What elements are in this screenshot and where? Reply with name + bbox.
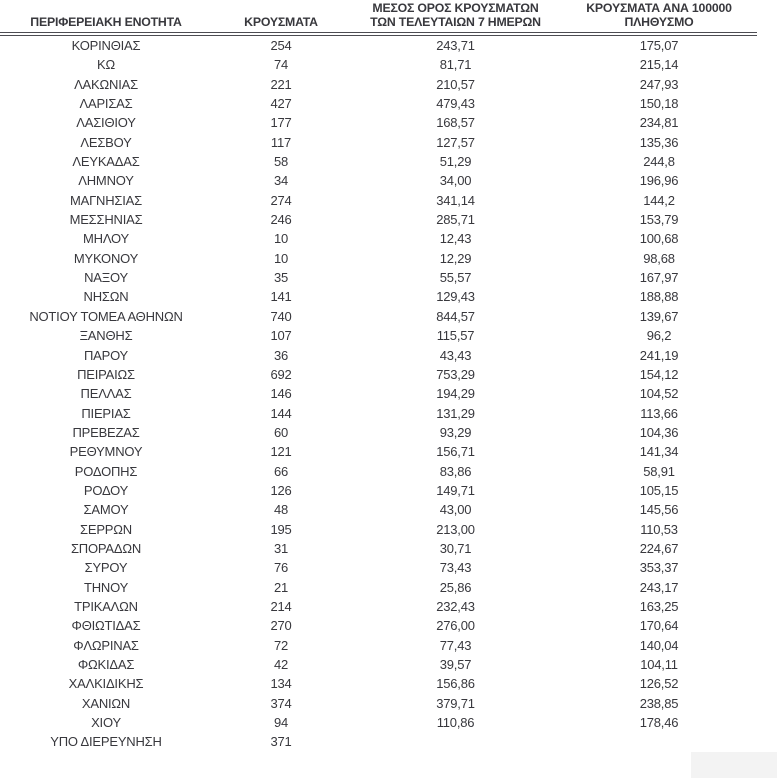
- cases-cell: 144: [270, 405, 292, 421]
- region-cell: ΣΠΟΡΑΔΩΝ: [70, 540, 142, 556]
- avg7-cell: 30,71: [439, 540, 472, 556]
- region-cell: ΠΕΛΛΑΣ: [80, 386, 132, 402]
- region-cell: ΣΑΜΟΥ: [83, 502, 129, 518]
- cases-cell: 146: [270, 386, 292, 402]
- cases-cell: 66: [273, 463, 289, 479]
- table-row: [0, 384, 757, 403]
- table-row: [0, 287, 757, 306]
- avg7-cell: 129,43: [436, 289, 475, 305]
- table-header: [0, 2, 757, 34]
- per100k-cell: 241,19: [639, 347, 679, 363]
- per100k-cell: 188,88: [639, 289, 679, 305]
- table-row: [0, 732, 757, 751]
- column-header-per100k: [561, 2, 757, 34]
- region-cell: ΝΗΣΩΝ: [83, 289, 129, 305]
- header-label-line1: ΜΕΣΟΣ ΟΡΟΣ ΚΡΟΥΣΜΑΤΩΝ: [372, 1, 539, 15]
- table-row: [0, 520, 757, 539]
- region-cell: ΠΑΡΟΥ: [83, 347, 129, 363]
- cases-cell: 60: [273, 424, 289, 440]
- region-cell: ΛΕΥΚΑΔΑΣ: [72, 154, 140, 170]
- avg7-cell: 131,29: [436, 405, 475, 421]
- per100k-cell: 238,85: [639, 695, 679, 711]
- region-cell: ΜΗΛΟΥ: [83, 231, 129, 247]
- region-cell: ΠΕΙΡΑΙΩΣ: [77, 366, 135, 382]
- table-row: [0, 191, 757, 210]
- avg7-cell: 115,57: [436, 328, 475, 344]
- table-row: [0, 94, 757, 113]
- avg7-cell: 25,86: [439, 579, 472, 595]
- header-label-line2: ΤΩΝ ΤΕΛΕΥΤΑΙΩΝ 7 ΗΜΕΡΩΝ: [370, 14, 541, 29]
- cases-cell: 141: [270, 289, 292, 305]
- per100k-cell: 126,52: [639, 676, 679, 692]
- cases-cell: 94: [273, 715, 289, 731]
- avg7-cell: 168,57: [436, 115, 475, 131]
- per100k-cell: 150,18: [639, 96, 679, 112]
- table-row: [0, 55, 757, 74]
- table-row: [0, 34, 757, 55]
- per100k-cell: 170,64: [639, 618, 679, 634]
- per100k-cell: 167,97: [639, 270, 679, 286]
- region-cell: ΡΟΔΟΥ: [83, 482, 129, 498]
- table-row: [0, 307, 757, 326]
- header-row: [0, 2, 757, 34]
- region-cell: ΤΗΝΟΥ: [83, 579, 129, 595]
- table-row: [0, 558, 757, 577]
- per100k-cell: 178,46: [639, 715, 679, 731]
- cases-cell: 72: [273, 637, 289, 653]
- column-header-region: [0, 2, 212, 34]
- region-cell: ΣΥΡΟΥ: [84, 560, 128, 576]
- table-row: [0, 636, 757, 655]
- avg7-cell: 210,57: [436, 76, 475, 92]
- table-row: [0, 500, 757, 519]
- avg7-cell: [350, 732, 561, 751]
- table-row: [0, 694, 757, 713]
- avg7-cell: 110,86: [436, 715, 475, 731]
- table-row: [0, 249, 757, 268]
- cases-cell: 117: [270, 134, 292, 150]
- region-cell: ΡΟΔΟΠΗΣ: [74, 463, 138, 479]
- cases-cell: 31: [273, 540, 289, 556]
- region-cell: ΧΑΝΙΩΝ: [81, 695, 131, 711]
- avg7-cell: 12,29: [439, 250, 472, 266]
- region-cell: ΛΑΣΙΘΙΟΥ: [76, 115, 136, 131]
- avg7-cell: 43,43: [439, 347, 472, 363]
- table-row: [0, 462, 757, 481]
- avg7-cell: 243,71: [436, 38, 475, 53]
- avg7-cell: 55,57: [439, 270, 472, 286]
- per100k-cell: 224,67: [639, 540, 679, 556]
- avg7-cell: 127,57: [436, 134, 475, 150]
- table-row: [0, 442, 757, 461]
- table-row: [0, 229, 757, 248]
- per100k-cell: 175,07: [639, 38, 679, 53]
- avg7-cell: 93,29: [439, 424, 472, 440]
- region-cell: ΜΑΓΝΗΣΙΑΣ: [70, 192, 142, 208]
- cases-cell: 121: [270, 444, 292, 460]
- avg7-cell: 285,71: [436, 212, 475, 228]
- cases-cell: 35: [273, 270, 289, 286]
- table-row: [0, 713, 757, 732]
- table-row: [0, 616, 757, 635]
- region-cell: ΚΟΡΙΝΘΙΑΣ: [71, 38, 141, 53]
- table-row: [0, 655, 757, 674]
- region-cell: ΦΘΙΩΤΙΔΑΣ: [71, 618, 141, 634]
- cases-cell: 42: [273, 657, 289, 672]
- avg7-cell: 213,00: [436, 521, 475, 537]
- cases-cell: 74: [273, 57, 289, 73]
- region-cell: ΡΕΘΥΜΝΟΥ: [69, 444, 143, 460]
- per100k-cell: 196,96: [639, 173, 679, 189]
- column-header-cases: [212, 2, 350, 34]
- region-cell: ΛΗΜΝΟΥ: [78, 173, 134, 189]
- per100k-cell: 247,93: [639, 76, 679, 92]
- header-label-line1: ΚΡΟΥΣΜΑΤΑ ΑΝΑ 100000: [586, 1, 732, 15]
- cases-cell: 740: [270, 308, 292, 324]
- cases-by-regional-unit-table: [0, 2, 757, 752]
- cases-cell: 126: [270, 482, 292, 498]
- cases-cell: 34: [273, 173, 289, 189]
- header-label: ΠΕΡΙΦΕΡΕΙΑΚΗ ΕΝΟΤΗΤΑ: [30, 14, 182, 29]
- per100k-cell: 139,67: [639, 308, 679, 324]
- table-row: [0, 674, 757, 693]
- per100k-cell: 144,2: [643, 192, 675, 208]
- cases-cell: 58: [273, 154, 289, 170]
- region-cell: ΜΥΚΟΝΟΥ: [73, 250, 139, 266]
- region-cell: ΞΑΝΘΗΣ: [79, 328, 133, 344]
- table-row: [0, 597, 757, 616]
- region-cell: ΜΕΣΣΗΝΙΑΣ: [69, 212, 143, 228]
- per100k-cell: 135,36: [639, 134, 679, 150]
- per100k-cell: 96,2: [646, 328, 672, 344]
- per100k-cell: 153,79: [639, 212, 679, 228]
- region-cell: ΦΩΚΙΔΑΣ: [77, 657, 135, 672]
- per100k-cell: 110,53: [640, 521, 678, 537]
- avg7-cell: 77,43: [439, 637, 472, 653]
- table-row: [0, 75, 757, 94]
- avg7-cell: 194,29: [436, 386, 475, 402]
- avg7-cell: 479,43: [436, 96, 475, 112]
- per100k-cell: 58,91: [643, 463, 675, 479]
- avg7-cell: 379,71: [436, 695, 475, 711]
- cases-cell: 36: [273, 347, 289, 363]
- per100k-cell: 244,8: [643, 154, 675, 170]
- avg7-cell: 341,14: [436, 192, 475, 208]
- per100k-cell: 104,52: [639, 386, 679, 402]
- table-row: [0, 152, 757, 171]
- region-cell: ΝΑΞΟΥ: [84, 270, 128, 286]
- cases-cell: 246: [270, 212, 292, 228]
- table-row: [0, 268, 757, 287]
- per100k-cell: 234,81: [639, 115, 679, 131]
- avg7-cell: 276,00: [436, 618, 475, 634]
- cases-cell: 10: [273, 231, 289, 247]
- avg7-cell: 232,43: [436, 598, 475, 614]
- per100k-cell: 104,11: [640, 657, 678, 672]
- region-cell: ΠΙΕΡΙΑΣ: [81, 405, 131, 421]
- avg7-cell: 43,00: [439, 502, 472, 518]
- avg7-cell: 844,57: [436, 308, 475, 324]
- region-cell: ΛΑΚΩΝΙΑΣ: [74, 76, 138, 92]
- per100k-cell: 141,34: [639, 444, 679, 460]
- region-cell: ΠΡΕΒΕΖΑΣ: [72, 424, 140, 440]
- region-cell: ΧΙΟΥ: [91, 715, 121, 731]
- per100k-cell: [561, 732, 757, 751]
- per100k-cell: 353,37: [639, 560, 679, 576]
- table-row: [0, 578, 757, 597]
- cases-cell: 10: [273, 250, 289, 266]
- per100k-cell: 154,12: [639, 366, 679, 382]
- per100k-cell: 163,25: [639, 598, 679, 614]
- cases-cell: 107: [270, 328, 292, 344]
- per100k-cell: 98,68: [643, 250, 675, 266]
- cases-cell: 427: [270, 96, 292, 112]
- region-cell: ΣΕΡΡΩΝ: [80, 521, 132, 537]
- per100k-cell: 145,56: [639, 502, 679, 518]
- table-body: [0, 34, 757, 752]
- cases-cell: 134: [270, 676, 292, 692]
- per100k-cell: 100,68: [639, 231, 679, 247]
- cases-cell: 374: [270, 695, 292, 711]
- table-row: [0, 404, 757, 423]
- header-label: ΚΡΟΥΣΜΑΤΑ: [244, 14, 318, 29]
- per100k-cell: 140,04: [639, 637, 679, 653]
- per100k-cell: 243,17: [639, 579, 679, 595]
- avg7-cell: 753,29: [436, 366, 475, 382]
- cases-cell: 214: [270, 598, 292, 614]
- cases-cell: 76: [273, 560, 289, 576]
- table-row: [0, 481, 757, 500]
- table-row: [0, 171, 757, 190]
- cases-cell: 371: [270, 734, 292, 750]
- region-cell: ΛΑΡΙΣΑΣ: [79, 96, 133, 112]
- column-header-avg7: [350, 2, 561, 34]
- cases-cell: 254: [270, 38, 292, 53]
- table-row: [0, 210, 757, 229]
- region-cell: ΧΑΛΚΙΔΙΚΗΣ: [68, 676, 144, 692]
- cases-cell: 221: [270, 76, 292, 92]
- table-row: [0, 326, 757, 345]
- table-row: [0, 133, 757, 152]
- table-row: [0, 423, 757, 442]
- avg7-cell: 51,29: [439, 154, 472, 170]
- cases-cell: 177: [270, 115, 292, 131]
- per100k-cell: 215,14: [639, 57, 679, 73]
- per100k-cell: 104,36: [639, 424, 679, 440]
- cases-cell: 274: [270, 192, 292, 208]
- cases-cell: 21: [273, 579, 289, 595]
- table-row: [0, 365, 757, 384]
- region-cell: ΛΕΣΒΟΥ: [80, 134, 132, 150]
- page-corner-shade: [691, 752, 777, 778]
- table-row: [0, 113, 757, 132]
- per100k-cell: 113,66: [640, 405, 678, 421]
- region-cell: ΦΛΩΡΙΝΑΣ: [73, 637, 139, 653]
- avg7-cell: 39,57: [439, 657, 472, 672]
- avg7-cell: 156,86: [436, 676, 475, 692]
- avg7-cell: 156,71: [436, 444, 475, 460]
- avg7-cell: 83,86: [439, 463, 472, 479]
- avg7-cell: 12,43: [439, 231, 472, 247]
- avg7-cell: 81,71: [439, 57, 472, 73]
- region-cell: ΤΡΙΚΑΛΩΝ: [74, 598, 138, 614]
- cases-cell: 270: [270, 618, 292, 634]
- avg7-cell: 149,71: [436, 482, 475, 498]
- per100k-cell: 105,15: [639, 482, 679, 498]
- table-row: [0, 346, 757, 365]
- region-cell: ΚΩ: [97, 57, 115, 73]
- region-cell: ΥΠΟ ΔΙΕΡΕΥΝΗΣΗ: [50, 734, 162, 750]
- avg7-cell: 73,43: [439, 560, 472, 576]
- table-row: [0, 539, 757, 558]
- cases-cell: 48: [273, 502, 289, 518]
- cases-cell: 195: [270, 521, 292, 537]
- cases-cell: 692: [270, 366, 292, 382]
- header-label-line2: ΠΛΗΘΥΣΜΟ: [624, 14, 694, 29]
- avg7-cell: 34,00: [439, 173, 472, 189]
- region-cell: ΝΟΤΙΟΥ ΤΟΜΕΑ ΑΘΗΝΩΝ: [29, 308, 183, 324]
